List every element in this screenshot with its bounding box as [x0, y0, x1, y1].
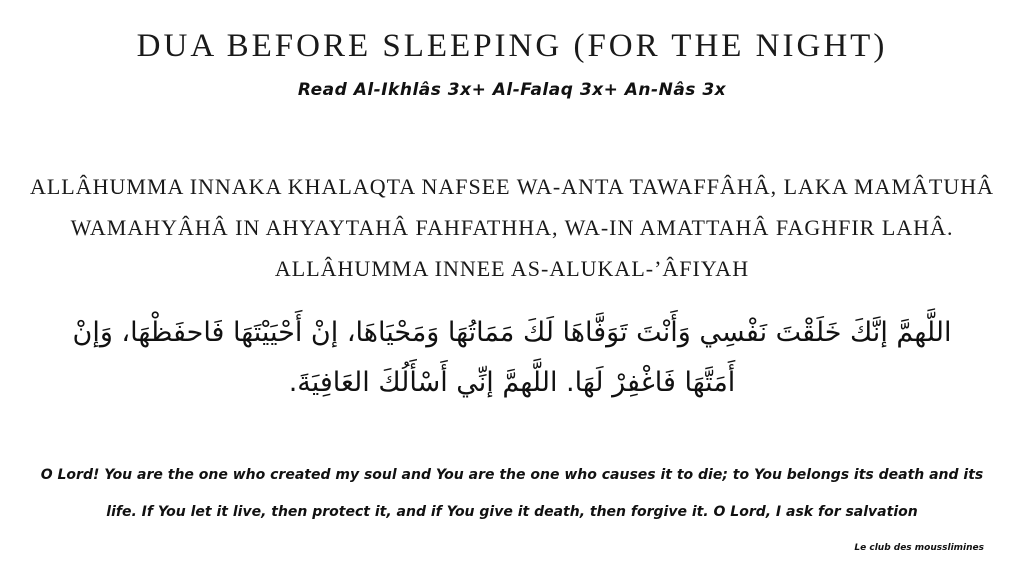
credit-signature: Le club des mousslimines [854, 543, 984, 553]
transliteration-text: ALLÂHUMMA INNAKA KHALAQTA NAFSEE WA-ANTA TAWAFFÂHÂ, LAKA MAMÂTUHÂ WAMAHYÂHÂ IN AHYAYTAHÂ FAHFATHHA, WA-IN AMATTAHÂ FAGHFIR LAHÂ. ALLÂHUMMA INNEE AS-ALUKAL-’ÂFIYAH [29, 174, 995, 281]
recitation-instruction: Read Al-Ikhlâs 3x+ Al-Falaq 3x+ An-Nâs 3x [297, 80, 727, 100]
english-translation: O Lord! You are the one who created my soul and You are the one who causes it to die; to You belongs its death and its life. If You let it live, then protect it, and if You give it death, then forgive it. O Lord, I ask for salvation [40, 467, 984, 520]
arabic-text: اللَّهمَّ إنَّكَ خَلَقْتَ نَفْسِي وَأَنْتَ تَوَفَّاهَا لَكَ مَمَاتُهَا وَمَحْيَاهَا، إنْ أَحْيَيْتَهَا فَاحفَظْهَا، وَإنْ أَمَتَّهَا فَاغْفِرْ لَهَا. اللَّهمَّ إنِّي أَسْأَلُكَ العَافِيَةَ. [72, 317, 952, 398]
page-title: DUA BEFORE SLEEPING (FOR THE NIGHT) [136, 28, 888, 64]
